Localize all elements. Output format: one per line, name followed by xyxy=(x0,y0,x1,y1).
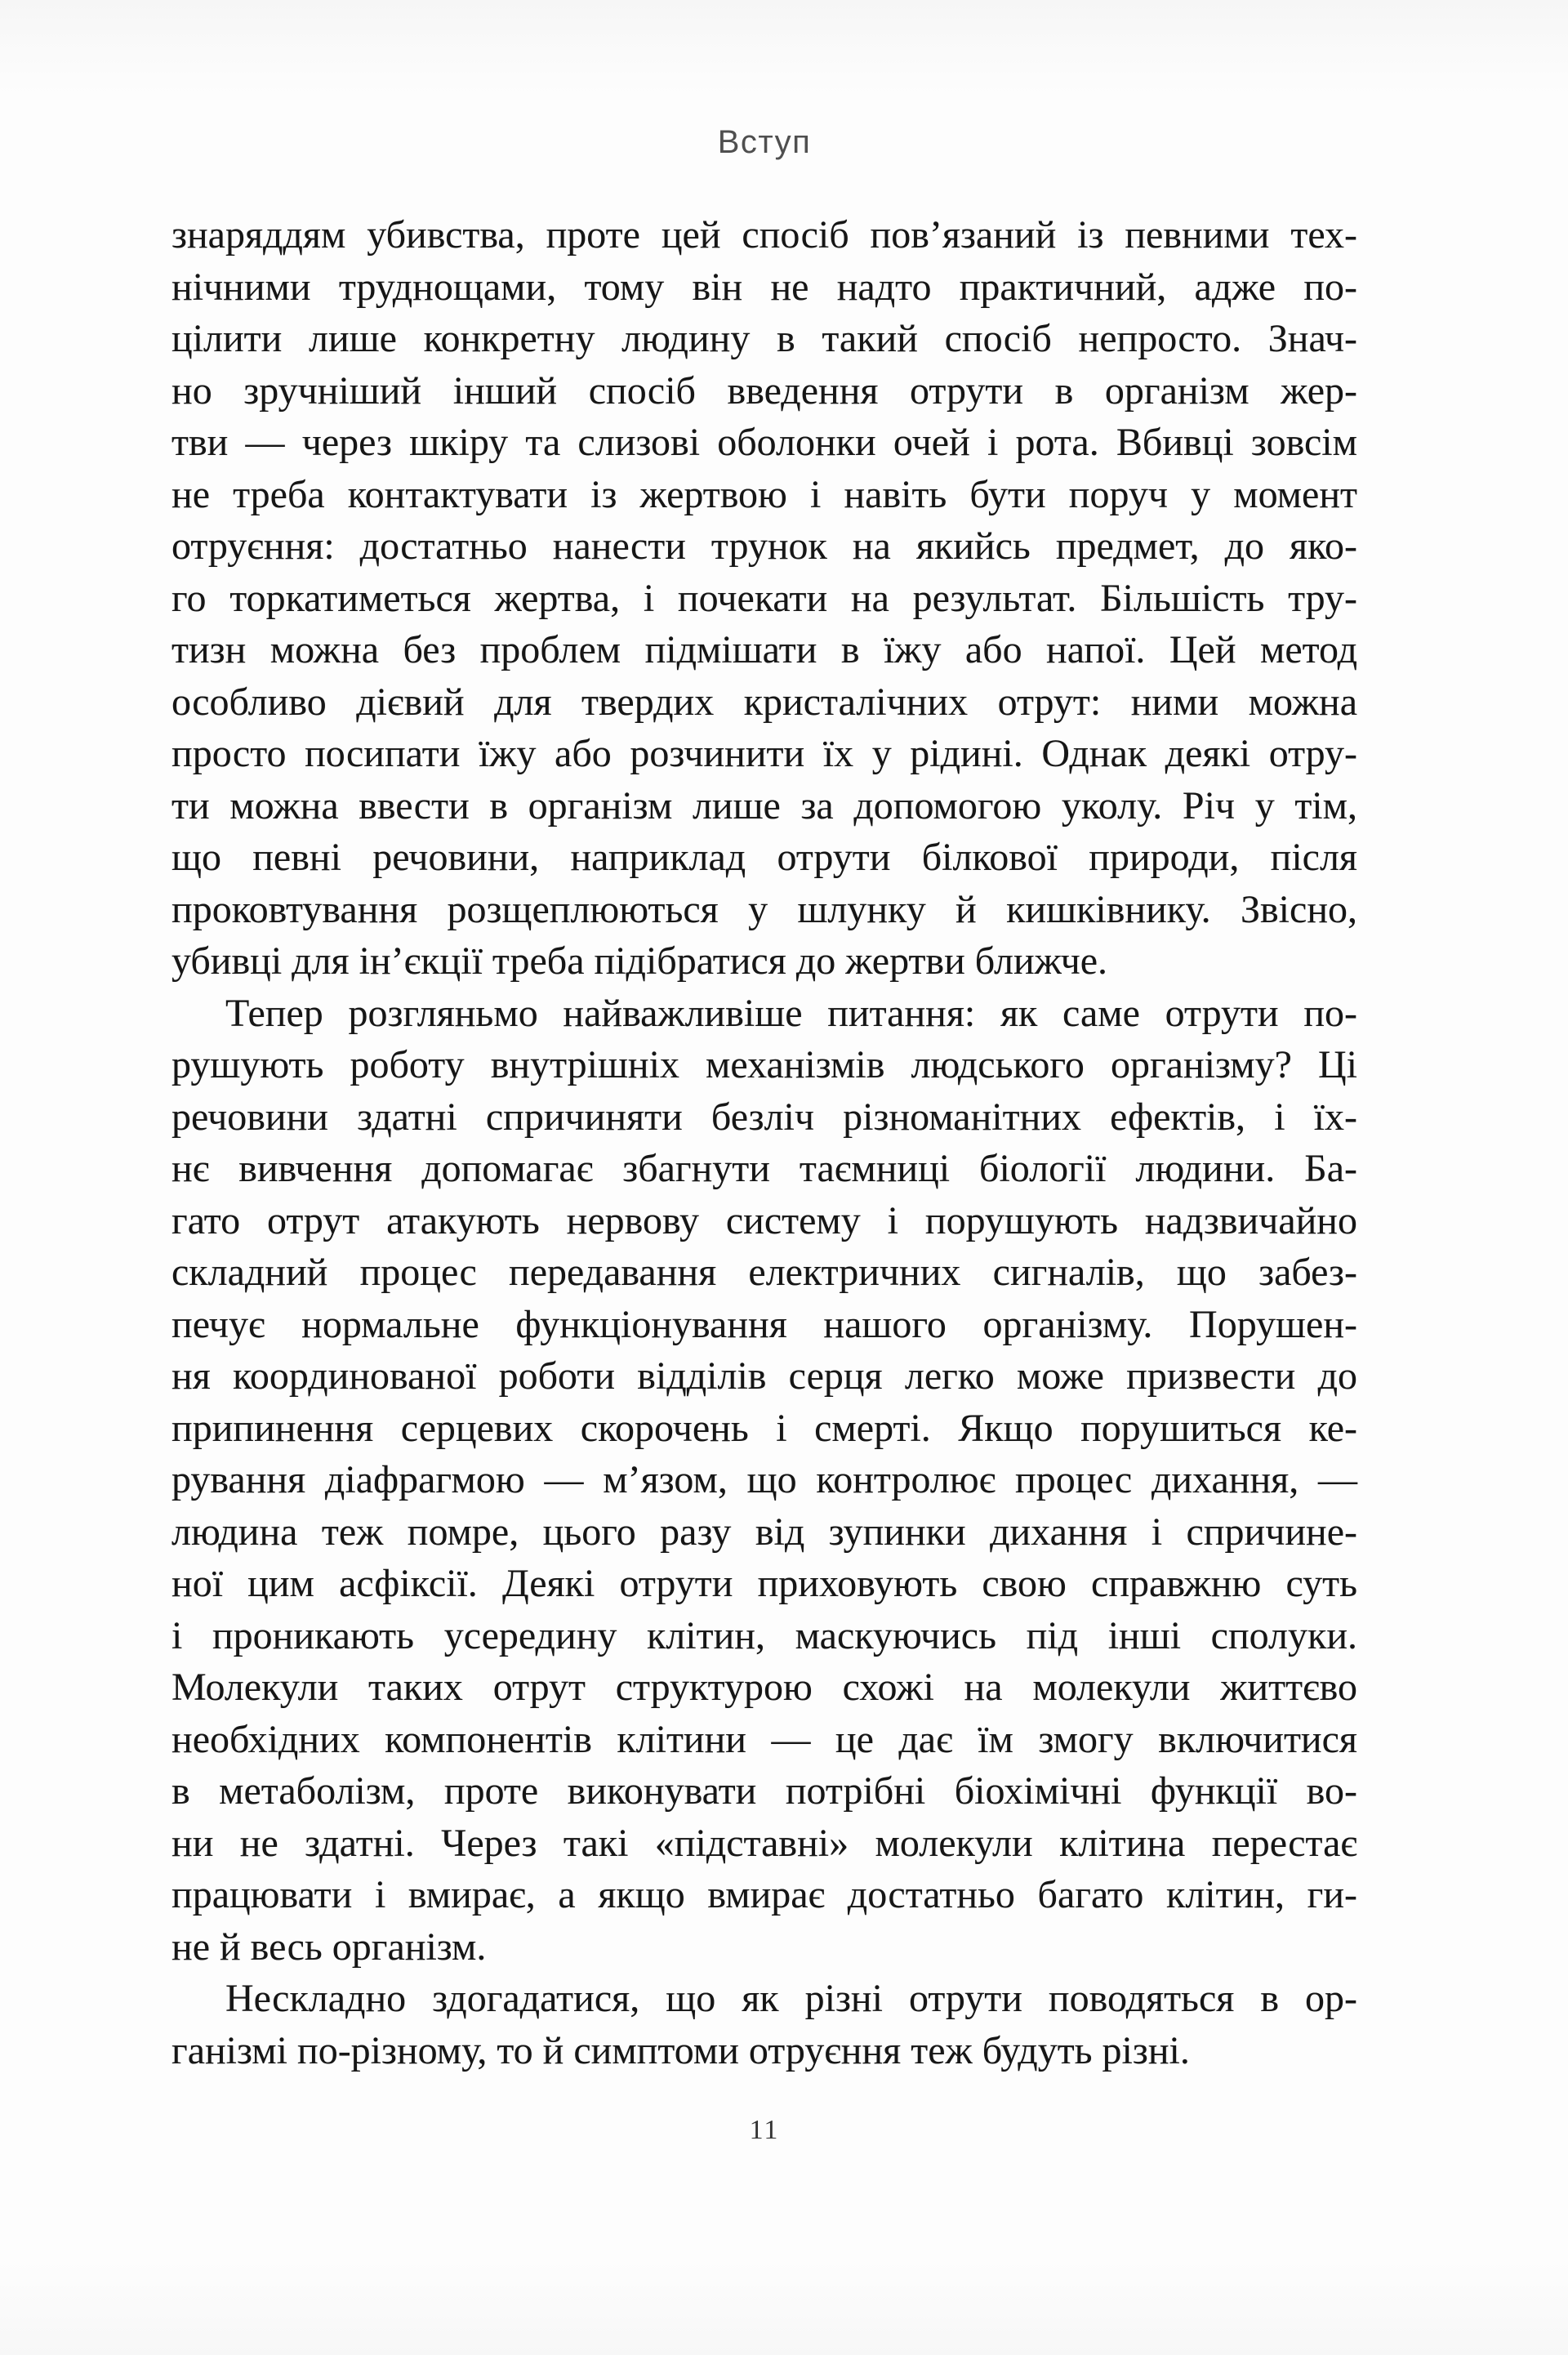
text-line: но зручніший інший спосіб введення отрути в організм жер- xyxy=(172,368,1357,413)
page-number: 11 xyxy=(749,2115,780,2145)
text-line: рушують роботу внутрішніх механізмів людського організму? Ці xyxy=(172,1043,1357,1086)
text-line: нічними труднощами, тому він не надто практичний, адже по- xyxy=(172,265,1357,309)
text-line: цілити лише конкретну людину в такий спосіб непросто. Знач- xyxy=(172,317,1357,360)
text-line: Тепер розгляньмо найважливіше питання: як саме отрути по- xyxy=(225,991,1357,1035)
text-line: проковтування розщеплюються у шлунку й кишківнику. Звісно, xyxy=(172,887,1357,931)
text-line: тизн можна без проблем підмішати в їжу або напої. Цей метод xyxy=(172,628,1357,671)
text-line: не й весь організм. xyxy=(172,1925,487,1969)
text-line: го торкатиметься жертва, і почекати на результат. Більшість тру- xyxy=(172,576,1357,620)
page-body xyxy=(172,209,1357,2076)
text-line: людина теж помре, цього разу від зупинки дихання і спричине- xyxy=(172,1510,1357,1554)
text-line: що певні речовини, наприклад отрути білкової природи, після xyxy=(172,836,1357,879)
text-line: тви — через шкіру та слизові оболонки очей і рота. Вбивці зовсім xyxy=(172,421,1357,464)
text-line: гато отрут атакують нервову систему і порушують надзвичайно xyxy=(172,1198,1357,1242)
text-line: необхідних компонентів клітини — це дає їм змогу включитися xyxy=(172,1717,1357,1761)
text-line: в метаболізм, проте виконувати потрібні біохімічні функції во- xyxy=(172,1769,1357,1813)
text-line: і проникають усередину клітин, маскуючись під інші сполуки. xyxy=(172,1613,1357,1657)
text-line: убивці для ін’єкції треба підібратися до жертви ближче. xyxy=(172,939,1108,983)
text-line: ни не здатні. Через такі «підставні» молекули клітина перестає xyxy=(172,1821,1357,1865)
text-line: знаряддям убивства, проте цей спосіб пов’язаний із певними тех- xyxy=(172,213,1357,256)
text-line: рування діафрагмою — м’язом, що контролює процес дихання, — xyxy=(172,1458,1357,1501)
text-line: отруєння: достатньо нанести трунок на якийсь предмет, до яко- xyxy=(172,524,1357,568)
text-line: нє вивчення допомагає збагнути таємниці біології людини. Ба- xyxy=(172,1147,1357,1190)
text-line: ня координованої роботи відділів серця легко може призвести до xyxy=(172,1354,1357,1398)
text-line: особливо дієвий для твердих кристалічних отрут: ними можна xyxy=(172,680,1357,724)
text-line: припинення серцевих скорочень і смерті. Якщо порушиться ке- xyxy=(172,1406,1357,1450)
text-line: складний процес передавання електричних сигналів, що забез- xyxy=(172,1251,1357,1294)
text-line: Нескладно здогадатися, що як різні отрути поводяться в ор- xyxy=(225,1977,1357,2020)
text-line: працювати і вмирає, а якщо вмирає достатньо багато клітин, ги- xyxy=(172,1873,1357,1916)
text-line: печує нормальне функціонування нашого організму. Порушен- xyxy=(172,1302,1357,1346)
text-line: Молекули таких отрут структурою схожі на молекули життєво xyxy=(172,1666,1357,1709)
text-line: речовини здатні спричиняти безліч різноманітних ефектів, і їх- xyxy=(172,1095,1357,1139)
chapter-header: Вступ xyxy=(717,124,812,160)
text-line: просто посипати їжу або розчинити їх у рідині. Однак деякі отру- xyxy=(172,732,1357,775)
text-line: ти можна ввести в організм лише за допомогою уколу. Річ у тім, xyxy=(172,783,1357,827)
text-line: не треба контактувати із жертвою і навіть бути поруч у момент xyxy=(172,472,1357,516)
text-line: ганізмі по-різному, то й симптоми отруєння теж будуть різні. xyxy=(172,2028,1190,2072)
text-line: ної цим асфіксії. Деякі отрути приховують свою справжню суть xyxy=(172,1562,1357,1605)
